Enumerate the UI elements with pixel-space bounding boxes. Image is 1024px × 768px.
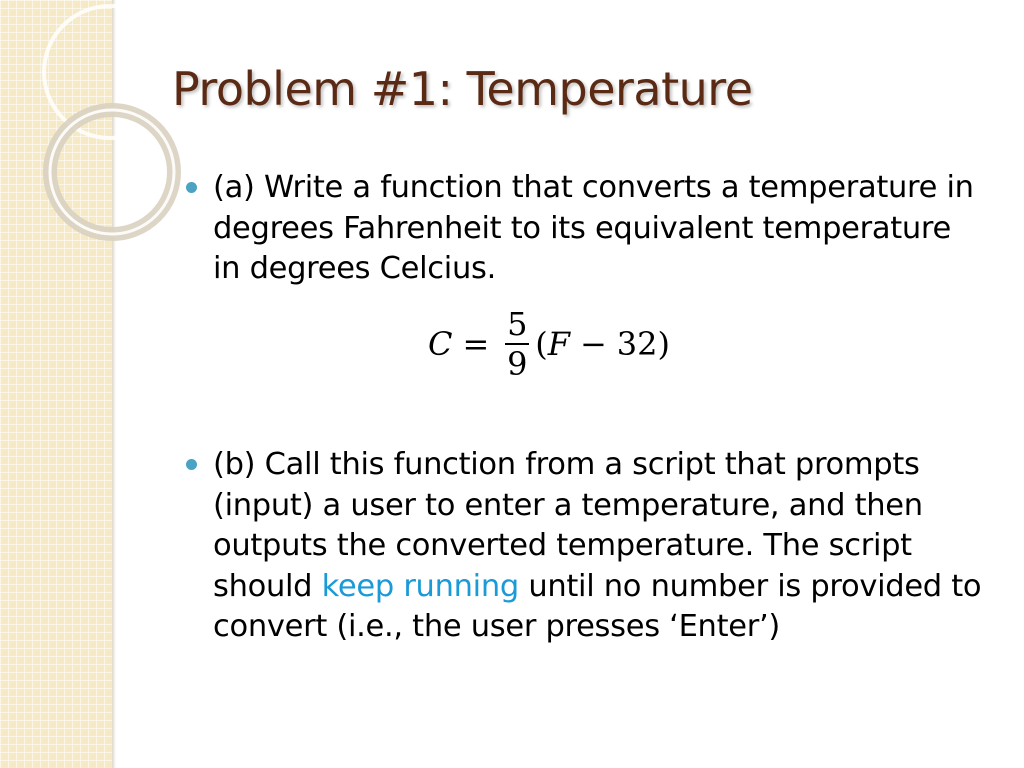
formula-variable: F (547, 325, 570, 363)
formula-denominator: 9 (507, 345, 528, 383)
bullet-b-text-after: until no number is provided to convert (i.e., the user presses ‘Enter’) (213, 568, 982, 644)
bullet-b-text-before: (b) Call this function from a script that prompts (input) a user to enter a temperature, and then outputs the converted temperature. The script should (213, 447, 923, 604)
formula-open-paren: ( (535, 325, 548, 363)
formula-lhs: C (428, 325, 453, 363)
bullet-item-b (186, 445, 1013, 648)
formula-equals: = (462, 325, 490, 363)
formula-fraction (505, 305, 529, 383)
bullet-a-text: (a) Write a function that converts a temperature in degrees Fahrenheit to its equivalent temperature in degrees Celcius. (213, 170, 974, 286)
formula-close-paren: ) (657, 325, 670, 363)
bullet-item-a (186, 168, 986, 290)
decorative-rings-icon (0, 0, 150, 260)
conversion-formula (428, 296, 670, 392)
formula-numerator: 5 (507, 305, 528, 343)
formula-minus: − (579, 325, 607, 363)
slide-title: Problem #1: Temperature (172, 62, 753, 116)
bullet-dot-icon (186, 459, 197, 470)
keep-running-highlight: keep running (321, 568, 519, 604)
bullet-dot-icon (186, 182, 197, 193)
formula-constant: 32 (616, 325, 658, 363)
